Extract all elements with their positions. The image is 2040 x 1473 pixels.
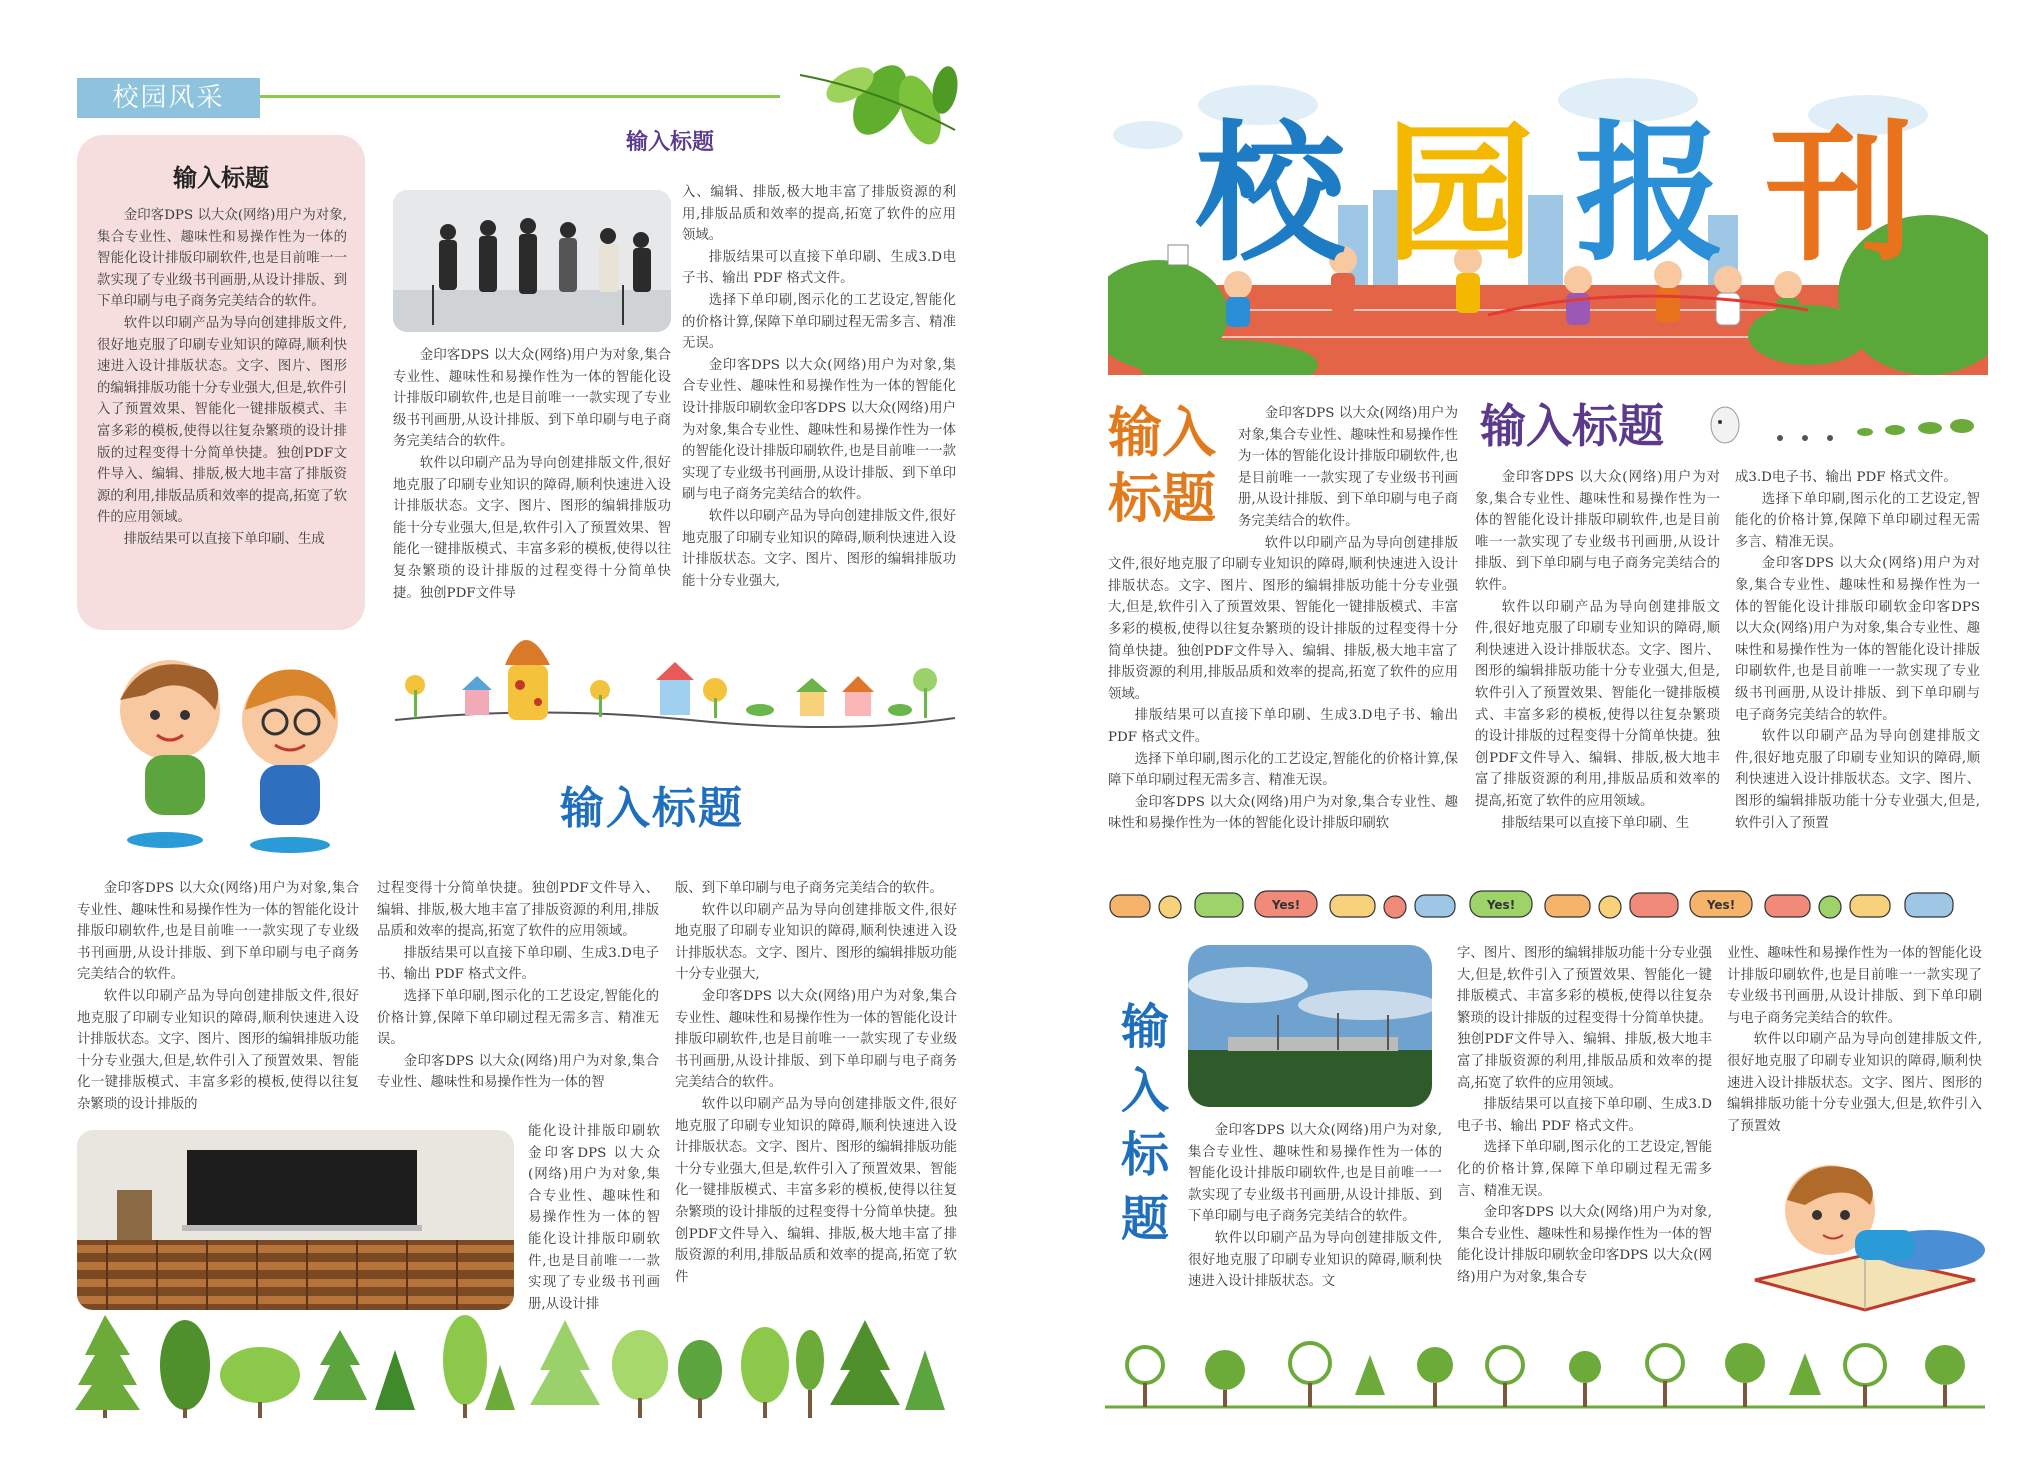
masthead-char: 刊 [1764, 108, 1915, 282]
article-b-col-right [1735, 467, 1980, 867]
article-bottom-col1 [77, 878, 359, 1128]
section-tab: 校园风采 [77, 78, 260, 118]
village-illustration [390, 610, 960, 735]
article-c-col3 [1727, 943, 1982, 1143]
stadium-photo [1188, 945, 1432, 1107]
paragraph: 入、编辑、排版,极大地丰富了排版资源的利用,排版品质和效率的提高,拓宽了软件的应用领域。 [682, 185, 956, 244]
paragraph: 金印客DPS 以大众(网络)用户为对象,集合专业性、趣味性和易操作性为一体的智能化设计排版印刷软件,也是目前唯一一款实现了专业级书刊画册,从设计排版、到下单印刷与电子商务完美结合的软件。 [1475, 470, 1720, 593]
title-line: 输入 [1108, 401, 1216, 464]
title-line: 标题 [1108, 467, 1216, 530]
paragraph: 业性、趣味性和易操作性为一体的智能化设计排版印刷软件,也是目前唯一一款实现了专业级书刊画册,从设计排版、到下单印刷与电子商务完美结合的软件。 [1727, 946, 1982, 1026]
title-float-spacer [1108, 403, 1238, 553]
paragraph: 软件以印刷产品为导向创建排版文件,很好地克服了印刷专业知识的障碍,顺利快速进入设计排版状态。文字、图片、图形的编辑排版功能十分专业强大, [682, 508, 956, 589]
title-char: 题 [1120, 1191, 1169, 1247]
masthead-char: 园 [1384, 108, 1535, 282]
cartoon-kids-illustration [85, 640, 375, 855]
paragraph: 金印客DPS 以大众(网络)用户为对象,集合专业性、趣味性和易操作性为一体的智能化设计排版印刷软金印客DPS 以大众(网络)用户为对象,集合专业性、趣味性和易操作性为一体的智能化设计排版印刷软件,也是目前唯一一款实现了专业级书刊画册,从设计排版、到下单印刷与电子商务完美结合的软件。 [1735, 556, 1980, 723]
paragraph: 软件以印刷产品为导向创建排版文件,很好地克服了印刷专业知识的障碍,顺利快速进入设计排版状态。文字、图片、图形的编辑排版功能十分专业强大,但是,软件引入了预置效果、智能化一键排版模式、丰富多彩的模板,使得以往复杂繁琐的设计排版的过程变得十分简单快捷。独创PDF文件导 [393, 455, 671, 601]
pink-box-body [97, 205, 347, 605]
bubble-label: Yes! [1271, 898, 1301, 912]
paragraph: 金印客DPS 以大众(网络)用户为对象,集合专业性、趣味性和易操作性为一体的智 [377, 1053, 659, 1091]
paragraph: 金印客DPS 以大众(网络)用户为对象,集合专业性、趣味性和易操作性为一体的智能化设计排版印刷软件,也是目前唯一一款实现了专业级书刊画册,从设计排版、到下单印刷与电子商务完美结合的软件。 [675, 988, 957, 1091]
article-top-col-right [682, 182, 956, 622]
paragraph: 软件以印刷产品为导向创建排版文件,很好地克服了印刷专业知识的障碍,顺利快速进入设计排版状态。文字、图片、图形的编辑排版功能十分专业强大,但是,软件引入了预置效果、智能化一键排版模式、丰富多彩的模板,使得以往复杂繁琐的设计排版的过程变得十分简单快捷。独创PDF文件导入、编辑、排版,极大地丰富了排版资源的利用,排版品质和效率的提高,拓宽了软件的应用领域。 [1475, 599, 1720, 809]
paragraph: 软件以印刷产品为导向创建排版文件,很好地克服了印刷专业知识的障碍,顺利快速进入设计排版状态。文字、图片、图形的编辑排版功能十分专业强大,但是,软件引入了预置效果、智能化一键排版模式、丰富多彩的模板,使得以往复杂繁琐的设计排版的过程变得十分简单快捷。独创PDF文件导入、编辑、排版,极大地丰富了排版资源的利用,排版品质和效率的提高,拓宽了软件的应用领域。 [97, 315, 347, 526]
paragraph: 能化设计排版印刷软金印客DPS 以大众(网络)用户为对象,集合专业性、趣味性和易操作性为一体的智能化设计排版印刷软件,也是目前唯一一款实现了专业级书刊画册,从设计排 [528, 1124, 660, 1312]
paragraph: 排版结果可以直接下单印刷、生成3.D电子书、输出 PDF 格式文件。 [1108, 708, 1458, 745]
masthead-char: 报 [1574, 108, 1725, 282]
article-bottom-col2-tail [528, 1121, 660, 1329]
paragraph: 选择下单印刷,图示化的工艺设定,智能化的价格计算,保障下单印刷过程无需多言、精准无误。 [377, 988, 659, 1048]
article-c-col2 [1457, 943, 1712, 1316]
paragraph: 金印客DPS 以大众(网络)用户为对象,集合专业性、趣味性和易操作性为一体的智能化设计排版印刷软金印客DPS 以大众(网络)用户为对象,集合专 [1457, 1205, 1712, 1285]
pink-box-title: 输入标题 [173, 164, 269, 192]
students-photo [393, 190, 671, 332]
paragraph: 版、到下单印刷与电子商务完美结合的软件。 [675, 881, 943, 896]
paragraph: 选择下单印刷,图示化的工艺设定,智能化的价格计算,保障下单印刷过程无需多言、精准无误。 [682, 292, 956, 352]
trees-border-left [75, 1310, 965, 1420]
section-divider [260, 95, 780, 98]
bubble-label: Yes! [1486, 898, 1516, 912]
leaves-decoration [760, 60, 960, 160]
article-a-body [1108, 403, 1458, 863]
paragraph: 排版结果可以直接下单印刷、生成 [123, 531, 325, 547]
classroom-photo [77, 1130, 514, 1310]
paragraph: 过程变得十分简单快捷。独创PDF文件导入、编辑、排版,极大地丰富了排版资源的利用,排版品质和效率的提高,拓宽了软件的应用领域。 [377, 881, 659, 940]
sprouts-decoration [1700, 400, 1980, 450]
paragraph: 软件以印刷产品为导向创建排版文件,很好地克服了印刷专业知识的障碍,顺利快速进入设计排版状态。文字、图片、图形的编辑排版功能十分专业强大, [675, 902, 957, 983]
article-bottom-col3 [675, 878, 957, 1318]
paragraph: 软件以印刷产品为导向创建排版文件,很好地克服了印刷专业知识的障碍,顺利快速进入设计排版状态。文字、图片、图形的编辑排版功能十分专业强大,但是,软件引入了预置效果、智能化一键排版模式、丰富多彩的模板,使得以往复杂繁琐的设计排版的过程变得十分简单快捷。独创PDF文件导入、编辑、排版,极大地丰富了排版资源的利用,排版品质和效率的提高,拓宽了软件 [675, 1096, 957, 1285]
article-b-col-left [1475, 467, 1720, 867]
paragraph: 排版结果可以直接下单印刷、生 [1501, 815, 1690, 831]
paragraph: 金印客DPS 以大众(网络)用户为对象,集合专业性、趣味性和易操作性为一体的智能化设计排版印刷软金印客DPS 以大众(网络)用户为对象,集合专业性、趣味性和易操作性为一体的智能化设计排版印刷软件,也是目前唯一一款实现了专业级书刊画册,从设计排版、到下单印刷与电子商务完美结合的软件。 [682, 357, 956, 503]
title-char: 标 [1120, 1127, 1169, 1183]
article-c-title [1110, 995, 1180, 1251]
paragraph: 软件以印刷产品为导向创建排版文件,很好地克服了印刷专业知识的障碍,顺利快速进入设计排版状态。文字、图片、图形的编辑排版功能十分专业强大,但是,软件引入了预置效果、智能化一键排版模式、丰富多彩的模板,使得以往复杂繁琐的设计排版的过程变得十分简单快捷。独创PDF文件导入、编辑、排版,极大地丰富了排版资源的利用,排版品质和效率的提高,拓宽了软件的应用领域。 [1108, 535, 1458, 702]
paragraph: 排版结果可以直接下单印刷、生成3.D电子书、输出 PDF 格式文件。 [377, 945, 659, 983]
paragraph: 金印客DPS 以大众(网络)用户为对象,集合专业性、趣味性和易操作性为一体的智能化设计排版印刷软件,也是目前唯一一款实现了专业级书刊画册,从设计排版、到下单印刷与电子商务完美结合的软件。 [97, 208, 347, 310]
paragraph: 软件以印刷产品为导向创建排版文件,很好地克服了印刷专业知识的障碍,顺利快速进入设计排版状态。文字、图片、图形的编辑排版功能十分专业强大,但是,软件引入了预置 [1735, 729, 1980, 831]
speech-bubble-border [1105, 885, 1985, 925]
article-title: 输入标题 [625, 130, 714, 155]
paragraph: 软件以印刷产品为导向创建排版文件,很好地克服了印刷专业知识的障碍,顺利快速进入设计排版状态。文字、图片、图形的编辑排版功能十分专业强大,但是,软件引入了预置效 [1727, 1032, 1982, 1134]
masthead-title [1195, 95, 1915, 295]
paragraph: 排版结果可以直接下单印刷、生成3.D电子书、输出 PDF 格式文件。 [1457, 1097, 1712, 1134]
article-bottom-title: 输入标题 [560, 783, 744, 834]
paragraph: 字、图片、图形的编辑排版功能十分专业强大,但是,软件引入了预置效果、智能化一键排版模式、丰富多彩的模板,使得以往复杂繁琐的设计排版的过程变得十分简单快捷。独创PDF文件导入、编辑、排版,极大地丰富了排版资源的利用,排版品质和效率的提高,拓宽了软件的应用领域。 [1457, 946, 1712, 1091]
paragraph: 金印客DPS 以大众(网络)用户为对象,集合专业性、趣味性和易操作性为一体的智能化设计排版印刷软件,也是目前唯一一款实现了专业级书刊画册,从设计排版、到下单印刷与电子商务完美结合的软件。 [77, 881, 359, 983]
bubble-label: Yes! [1706, 898, 1736, 912]
paragraph: 选择下单印刷,图示化的工艺设定,智能化的价格计算,保障下单印刷过程无需多言、精准无误。 [1457, 1140, 1712, 1199]
title-char: 输 [1120, 999, 1169, 1055]
masthead-char: 校 [1195, 108, 1346, 282]
article-c-col1 [1188, 1120, 1442, 1320]
title-char: 入 [1120, 1063, 1169, 1119]
paragraph: 成3.D电子书、输出 PDF 格式文件。 [1735, 470, 1957, 485]
paragraph: 软件以印刷产品为导向创建排版文件,很好地克服了印刷专业知识的障碍,顺利快速进入设计排版状态。文字、图片、图形的编辑排版功能十分专业强大,但是,软件引入了预置效果、智能化一键排版模式、丰富多彩的模板,使得以往复杂繁琐的设计排版的 [77, 988, 359, 1112]
paragraph: 选择下单印刷,图示化的工艺设定,智能化的价格计算,保障下单印刷过程无需多言、精准无误。 [1108, 751, 1458, 789]
paragraph: 金印客DPS 以大众(网络)用户为对象,集合专业性、趣味性和易操作性为一体的智能化设计排版印刷软 [1108, 794, 1458, 832]
article-top-col-left [393, 345, 671, 615]
paragraph: 金印客DPS 以大众(网络)用户为对象,集合专业性、趣味性和易操作性为一体的智能化设计排版印刷软件,也是目前唯一一款实现了专业级书刊画册,从设计排版、到下单印刷与电子商务完美结合的软件。 [1238, 406, 1458, 529]
paragraph: 金印客DPS 以大众(网络)用户为对象,集合专业性、趣味性和易操作性为一体的智能化设计排版印刷软件,也是目前唯一一款实现了专业级书刊画册,从设计排版、到下单印刷与电子商务完美结合的软件。 [393, 348, 671, 450]
paragraph: 金印客DPS 以大众(网络)用户为对象,集合专业性、趣味性和易操作性为一体的智能化设计排版印刷软件,也是目前唯一一款实现了专业级书刊画册,从设计排版、到下单印刷与电子商务完美结合的软件。 [1188, 1123, 1442, 1225]
paragraph: 选择下单印刷,图示化的工艺设定,智能化的价格计算,保障下单印刷过程无需多言、精准无误。 [1735, 491, 1980, 550]
reading-boy-illustration [1745, 1150, 1985, 1320]
paragraph: 排版结果可以直接下单印刷、生成3.D电子书、输出 PDF 格式文件。 [682, 249, 956, 287]
paragraph: 软件以印刷产品为导向创建排版文件,很好地克服了印刷专业知识的障碍,顺利快速进入设计排版状态。文 [1188, 1230, 1442, 1290]
article-bottom-col2 [377, 878, 659, 1122]
article-b-title: 输入标题 [1480, 399, 1664, 453]
trees-border-right [1105, 1335, 1985, 1410]
